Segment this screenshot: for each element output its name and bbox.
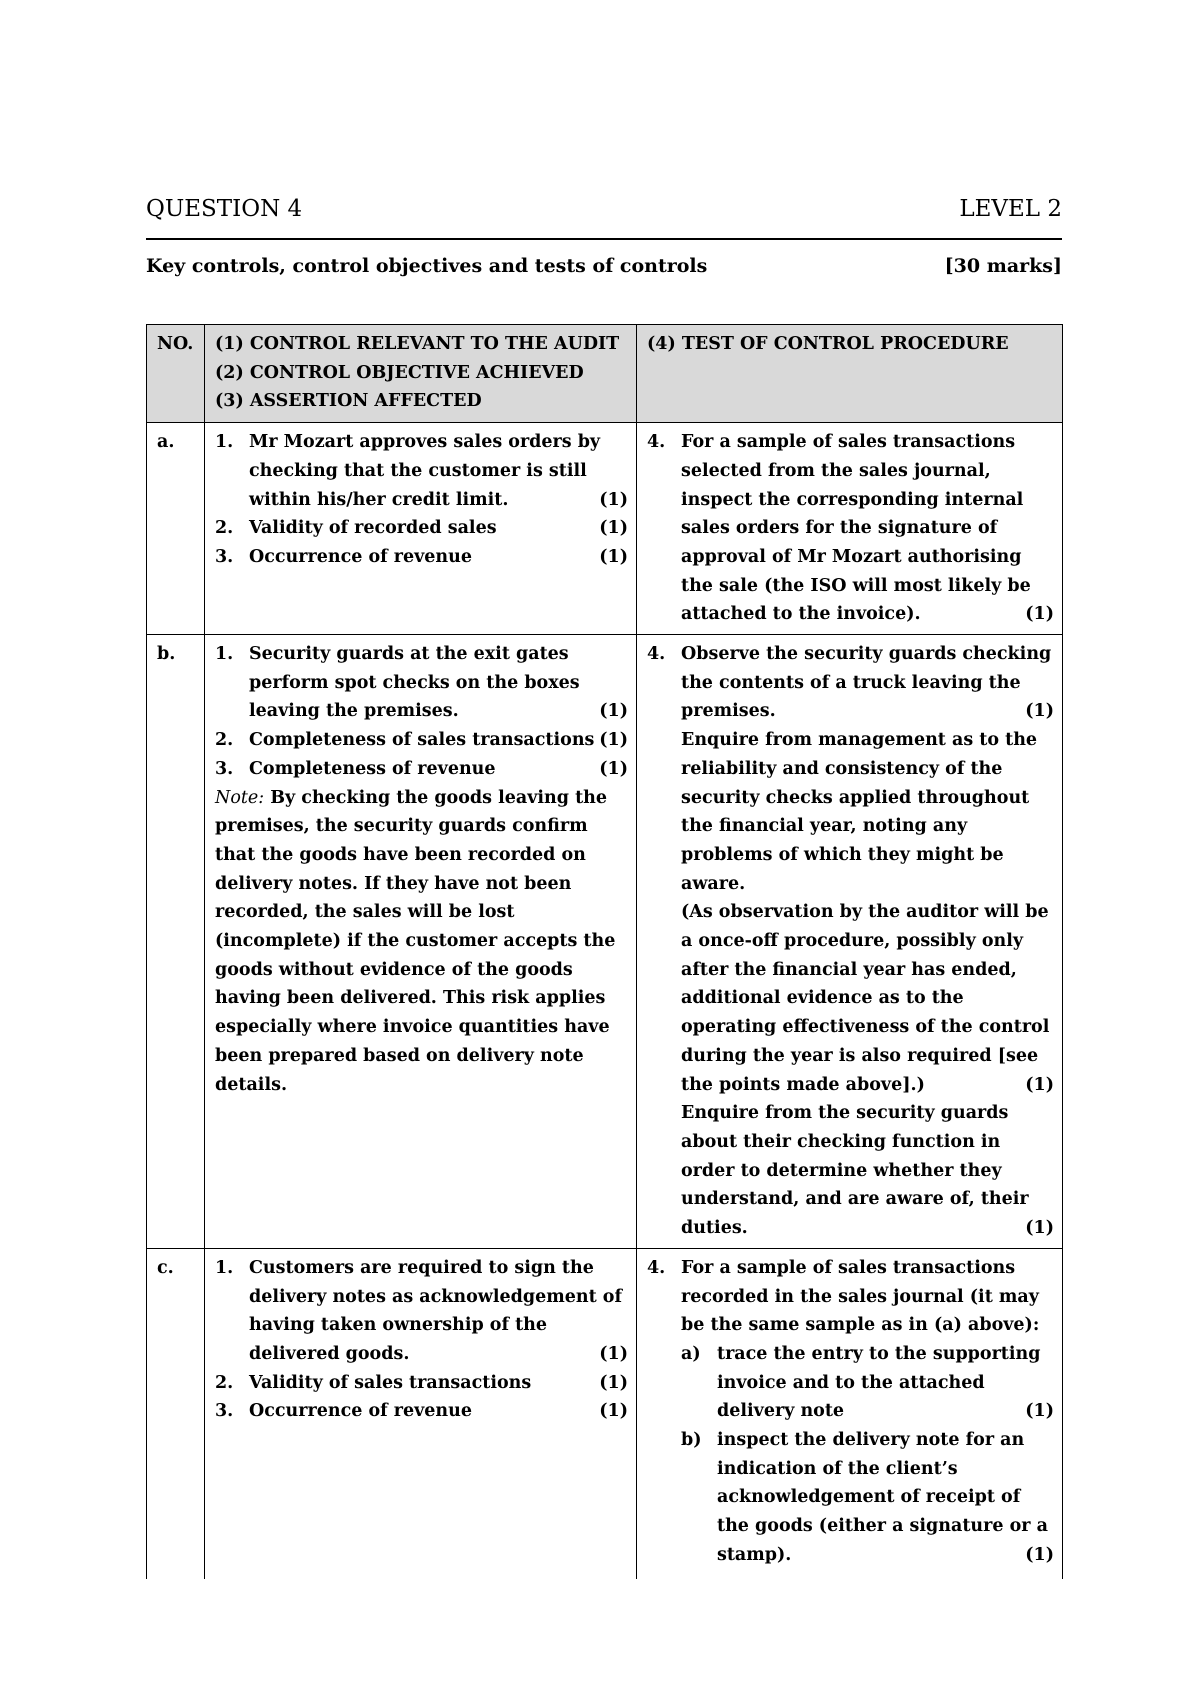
item-number: 2. (215, 730, 234, 751)
note-paragraph (215, 784, 628, 1100)
mark: (1) (599, 1372, 628, 1393)
control-text: Customers are required to sign the delivery notes as acknowledgement of having taken ownership of the delivered goods. (249, 1257, 623, 1364)
mark: (1) (1025, 604, 1054, 625)
test-text: Observe the security guards checking the contents of a truck leaving the premises. (681, 644, 1052, 722)
question-title: QUESTION 4 (146, 196, 303, 222)
mark: (1) (1025, 1218, 1054, 1239)
table-row (147, 423, 1063, 635)
col-header-control (205, 325, 637, 423)
item-number: 2. (215, 1372, 234, 1393)
row-number: c. (147, 1248, 205, 1579)
mark: (1) (1025, 1074, 1054, 1095)
list-item (647, 428, 1054, 629)
mark: (1) (599, 758, 628, 779)
question-header (146, 196, 1062, 222)
assertion-text: Completeness of revenue (249, 758, 496, 779)
list-item (647, 1254, 1054, 1570)
list-item (215, 1397, 628, 1426)
objective-text: Validity of sales transactions (249, 1372, 532, 1393)
test-cell (637, 635, 1063, 1249)
item-number: 4. (647, 1257, 666, 1278)
note-label: Note: (215, 787, 265, 808)
mark: (1) (599, 1401, 628, 1422)
test-paragraph: (As observation by the auditor will be a once-off procedure, possibly only after the financial year has ended, additional evidence as to the operating effectiveness of the control during the year is also required [see the points made above].) (681, 902, 1050, 1095)
sub-item-text: trace the entry to the supporting invoice and to the attached delivery note (717, 1343, 1041, 1422)
assertion-text: Occurrence of revenue (249, 546, 472, 567)
mark: (1) (599, 489, 628, 510)
list-item (215, 640, 628, 726)
header-rule (146, 238, 1062, 240)
control-text: Mr Mozart approves sales orders by checking that the customer is still within his/her credit limit. (249, 432, 601, 510)
objective-text: Completeness of sales transactions (249, 730, 595, 751)
test-cell (637, 423, 1063, 635)
control-cell (205, 635, 637, 1249)
subtitle-text: Key controls, control objectives and tests of controls (146, 255, 708, 277)
item-number: 4. (647, 644, 666, 665)
row-number: b. (147, 635, 205, 1249)
sub-item (681, 1426, 1054, 1570)
sub-item (681, 1340, 1054, 1426)
test-text: For a sample of sales transactions selected from the sales journal, inspect the corresponding internal sales orders for the signature of approval of Mr Mozart authorising the sale (the ISO will most likely be attached to the invoice). (681, 432, 1031, 625)
sub-item-text: inspect the delivery note for an indication of the client’s acknowledgement of receipt of the goods (either a signature or a stamp). (717, 1430, 1048, 1565)
test-text: For a sample of sales transactions recorded in the sales journal (it may be the same sample as in (a) above): (681, 1257, 1040, 1336)
total-marks: [30 marks] (944, 255, 1062, 277)
control-cell (205, 423, 637, 635)
test-cell (637, 1248, 1063, 1579)
mark: (1) (599, 518, 628, 539)
item-number: 3. (215, 758, 234, 779)
mark: (1) (1025, 1401, 1054, 1422)
mark: (1) (599, 1343, 628, 1364)
list-item (215, 1369, 628, 1398)
list-item (215, 755, 628, 784)
list-item (647, 640, 1054, 1243)
item-number: 1. (215, 1257, 234, 1278)
item-number: 3. (215, 1401, 234, 1422)
assertion-text: Occurrence of revenue (249, 1401, 472, 1422)
col-header-control-3: (3) ASSERTION AFFECTED (215, 391, 482, 412)
item-number: 1. (215, 644, 234, 665)
question-level: LEVEL 2 (959, 196, 1062, 222)
sub-item-label: b) (681, 1430, 702, 1451)
control-text: Security guards at the exit gates perform spot checks on the boxes leaving the premises. (249, 644, 580, 722)
list-item (215, 726, 628, 755)
mark: (1) (1025, 1544, 1054, 1565)
control-cell (205, 1248, 637, 1579)
list-item (215, 428, 628, 514)
list-item (215, 543, 628, 572)
test-paragraph: Enquire from the security guards about their checking function in order to determine whether they understand, and are aware of, their duties. (681, 1103, 1029, 1239)
sub-item-label: a) (681, 1343, 701, 1364)
col-header-no: NO. (147, 325, 205, 423)
controls-table (146, 324, 1063, 1579)
item-number: 1. (215, 432, 234, 453)
item-number: 2. (215, 518, 234, 539)
item-number: 3. (215, 546, 234, 567)
table-header-row (147, 325, 1063, 423)
table-row (147, 635, 1063, 1249)
mark: (1) (599, 730, 628, 751)
mark: (1) (1025, 701, 1054, 722)
mark: (1) (599, 546, 628, 567)
item-number: 4. (647, 432, 666, 453)
mark: (1) (599, 701, 628, 722)
row-number: a. (147, 423, 205, 635)
note-text: By checking the goods leaving the premises, the security guards confirm that the goods have been recorded on delivery notes. If they have not been recorded, the sales will be lost (incomplete) if the customer accepts the goods without evidence of the goods having been delivered. This risk applies especially where invoice quantities have been prepared based on delivery note details. (215, 787, 616, 1095)
table-row (147, 1248, 1063, 1579)
col-header-control-2: (2) CONTROL OBJECTIVE ACHIEVED (215, 362, 584, 383)
list-item (215, 514, 628, 543)
col-header-test: (4) TEST OF CONTROL PROCEDURE (637, 325, 1063, 423)
col-header-control-1: (1) CONTROL RELEVANT TO THE AUDIT (215, 334, 620, 354)
list-item (215, 1254, 628, 1369)
objective-text: Validity of recorded sales (249, 518, 497, 539)
question-subtitle (146, 255, 1062, 277)
test-paragraph: Enquire from management as to the reliability and consistency of the security checks applied throughout the financial year, noting any problems of which they might be aware. (681, 730, 1038, 894)
